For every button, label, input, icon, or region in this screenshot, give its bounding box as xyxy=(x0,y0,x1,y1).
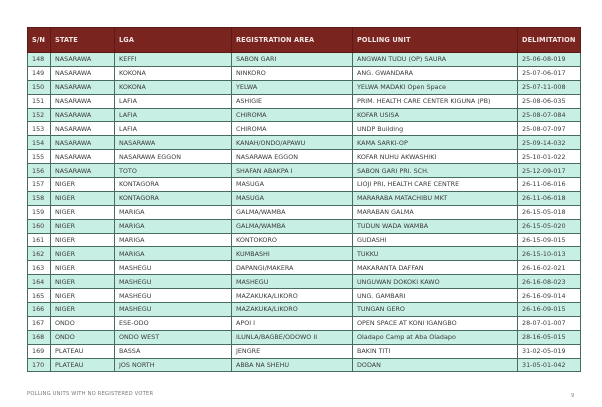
header-delimitation: DELIMITATION xyxy=(518,28,581,53)
cell-state: NASARAWA xyxy=(51,53,115,67)
header-polling-unit: POLLING UNIT xyxy=(353,28,518,53)
cell-state: PLATEAU xyxy=(51,344,115,358)
cell-lga: LAFIA xyxy=(115,94,232,108)
cell-lga: MARIGA xyxy=(115,205,232,219)
cell-registration-area: SABON GARI xyxy=(232,53,353,67)
cell-sn: 150 xyxy=(28,80,51,94)
cell-state: NASARAWA xyxy=(51,66,115,80)
cell-state: NIGER xyxy=(51,247,115,261)
cell-registration-area: CHIROMA xyxy=(232,108,353,122)
cell-lga: TOTO xyxy=(115,164,232,178)
cell-registration-area: ILUNLA/BAGBE/ODOWO II xyxy=(232,330,353,344)
cell-sn: 164 xyxy=(28,275,51,289)
cell-delimitation: 25-08-06-035 xyxy=(518,94,581,108)
cell-state: ONDO xyxy=(51,330,115,344)
cell-delimitation: 26-15-05-018 xyxy=(518,205,581,219)
table-row xyxy=(28,289,581,303)
table-row xyxy=(28,80,581,94)
cell-lga: LAFIA xyxy=(115,122,232,136)
cell-polling-unit: SABON GARI PRI. SCH. xyxy=(353,164,518,178)
cell-polling-unit: ANGWAN TUDU (OP) SAURA xyxy=(353,53,518,67)
table-row xyxy=(28,205,581,219)
cell-state: NIGER xyxy=(51,178,115,192)
cell-lga: BASSA xyxy=(115,344,232,358)
table-header-row xyxy=(28,28,581,53)
cell-registration-area: KANAH/ONDO/APAWU xyxy=(232,136,353,150)
cell-polling-unit: TUNGAN GERO xyxy=(353,303,518,317)
footer-caption: POLLING UNITS WITH NO REGISTERED VOTER xyxy=(27,391,154,397)
header-state: STATE xyxy=(51,28,115,53)
header-sn: S/N xyxy=(28,28,51,53)
cell-sn: 163 xyxy=(28,261,51,275)
cell-polling-unit: MARABAN GALMA xyxy=(353,205,518,219)
cell-delimitation: 31-02-05-019 xyxy=(518,344,581,358)
cell-sn: 166 xyxy=(28,303,51,317)
cell-state: NIGER xyxy=(51,275,115,289)
cell-registration-area: YELWA xyxy=(232,80,353,94)
cell-polling-unit: Oladapo Camp at Aba Oladapo xyxy=(353,330,518,344)
cell-sn: 148 xyxy=(28,53,51,67)
cell-registration-area: KONTOKORO xyxy=(232,233,353,247)
cell-state: NIGER xyxy=(51,289,115,303)
table-row xyxy=(28,247,581,261)
cell-delimitation: 26-16-09-015 xyxy=(518,303,581,317)
cell-registration-area: ASHIGIE xyxy=(232,94,353,108)
cell-lga: MARIGA xyxy=(115,233,232,247)
cell-state: NIGER xyxy=(51,205,115,219)
table-row xyxy=(28,303,581,317)
cell-lga: KEFFI xyxy=(115,53,232,67)
cell-delimitation: 25-12-09-017 xyxy=(518,164,581,178)
cell-delimitation: 31-05-01-042 xyxy=(518,358,581,372)
cell-polling-unit: GUDASHI xyxy=(353,233,518,247)
cell-registration-area: MASUGA xyxy=(232,178,353,192)
table-row xyxy=(28,275,581,289)
table-row xyxy=(28,219,581,233)
cell-registration-area: JENGRE xyxy=(232,344,353,358)
cell-sn: 165 xyxy=(28,289,51,303)
polling-units-table xyxy=(27,27,581,372)
cell-delimitation: 26-16-02-021 xyxy=(518,261,581,275)
cell-state: NASARAWA xyxy=(51,122,115,136)
cell-registration-area: ABBA NA SHEHU xyxy=(232,358,353,372)
header-registration-area: REGISTRATION AREA xyxy=(232,28,353,53)
cell-polling-unit: ANG. GWANDARA xyxy=(353,66,518,80)
cell-state: NIGER xyxy=(51,233,115,247)
table-row xyxy=(28,66,581,80)
cell-lga: MASHEGU xyxy=(115,289,232,303)
cell-registration-area: MASHEGU xyxy=(232,275,353,289)
cell-sn: 158 xyxy=(28,191,51,205)
cell-sn: 162 xyxy=(28,247,51,261)
cell-sn: 168 xyxy=(28,330,51,344)
cell-sn: 151 xyxy=(28,94,51,108)
cell-registration-area: SHAFAN ABAKPA I xyxy=(232,164,353,178)
cell-registration-area: GALMA/WAMBA xyxy=(232,205,353,219)
cell-state: NASARAWA xyxy=(51,164,115,178)
table-row xyxy=(28,150,581,164)
table-row xyxy=(28,108,581,122)
cell-polling-unit: PRIM. HEALTH CARE CENTER KIGUNA (PB) xyxy=(353,94,518,108)
cell-lga: MARIGA xyxy=(115,247,232,261)
table-row xyxy=(28,122,581,136)
cell-lga: ONDO WEST xyxy=(115,330,232,344)
cell-sn: 155 xyxy=(28,150,51,164)
table-row xyxy=(28,261,581,275)
cell-state: PLATEAU xyxy=(51,358,115,372)
cell-sn: 161 xyxy=(28,233,51,247)
cell-delimitation: 25-08-07-084 xyxy=(518,108,581,122)
table-row xyxy=(28,330,581,344)
table-body xyxy=(28,53,581,372)
table-row xyxy=(28,94,581,108)
cell-polling-unit: MAKARANTA DAFFAN xyxy=(353,261,518,275)
cell-sn: 160 xyxy=(28,219,51,233)
cell-registration-area: NINKORO xyxy=(232,66,353,80)
cell-state: NIGER xyxy=(51,191,115,205)
table-row xyxy=(28,191,581,205)
cell-delimitation: 28-07-01-007 xyxy=(518,316,581,330)
cell-state: NIGER xyxy=(51,261,115,275)
cell-registration-area: MAZAKUKA/LIKORO xyxy=(232,303,353,317)
cell-lga: MASHEGU xyxy=(115,275,232,289)
cell-polling-unit: YELWA MADAKI Open Space xyxy=(353,80,518,94)
cell-polling-unit: DODAN xyxy=(353,358,518,372)
cell-delimitation: 26-15-09-015 xyxy=(518,233,581,247)
cell-lga: NASARAWA xyxy=(115,136,232,150)
cell-lga: KOKONA xyxy=(115,80,232,94)
table-row xyxy=(28,358,581,372)
cell-registration-area: DAPANGI/MAKERA xyxy=(232,261,353,275)
cell-lga: KOKONA xyxy=(115,66,232,80)
cell-lga: MASHEGU xyxy=(115,261,232,275)
cell-polling-unit: KOFAR USISA xyxy=(353,108,518,122)
cell-registration-area: KUMBASHI xyxy=(232,247,353,261)
cell-registration-area: NASARAWA EGGON xyxy=(232,150,353,164)
cell-delimitation: 25-07-11-008 xyxy=(518,80,581,94)
cell-polling-unit: LIOJI PRI, HEALTH CARE CENTRE xyxy=(353,178,518,192)
page-number: 9 xyxy=(571,393,575,399)
cell-lga: JOS NORTH xyxy=(115,358,232,372)
cell-registration-area: GALMA/WAMBA xyxy=(232,219,353,233)
cell-lga: LAFIA xyxy=(115,108,232,122)
header-lga: LGA xyxy=(115,28,232,53)
cell-polling-unit: TUDUN WADA WAMBA xyxy=(353,219,518,233)
cell-delimitation: 25-09-14-032 xyxy=(518,136,581,150)
cell-sn: 154 xyxy=(28,136,51,150)
cell-polling-unit: OPEN SPACE AT KONI IGANGBO xyxy=(353,316,518,330)
cell-sn: 149 xyxy=(28,66,51,80)
cell-delimitation: 25-10-01-022 xyxy=(518,150,581,164)
cell-state: NASARAWA xyxy=(51,80,115,94)
cell-polling-unit: BAKIN TITI xyxy=(353,344,518,358)
cell-lga: ESE-ODO xyxy=(115,316,232,330)
cell-registration-area: MASUGA xyxy=(232,191,353,205)
cell-delimitation: 28-16-05-015 xyxy=(518,330,581,344)
cell-registration-area: APOI I xyxy=(232,316,353,330)
cell-polling-unit: UNG. GAMBARI xyxy=(353,289,518,303)
cell-polling-unit: KOFAR NUHU AKWASHIKI xyxy=(353,150,518,164)
cell-sn: 157 xyxy=(28,178,51,192)
cell-delimitation: 26-11-06-018 xyxy=(518,191,581,205)
cell-state: NASARAWA xyxy=(51,150,115,164)
table-row xyxy=(28,316,581,330)
cell-delimitation: 26-16-09-014 xyxy=(518,289,581,303)
cell-delimitation: 26-15-10-013 xyxy=(518,247,581,261)
cell-delimitation: 26-16-08-023 xyxy=(518,275,581,289)
polling-units-table-container xyxy=(27,27,580,372)
cell-state: NASARAWA xyxy=(51,94,115,108)
table-row xyxy=(28,164,581,178)
cell-delimitation: 26-15-05-020 xyxy=(518,219,581,233)
cell-registration-area: CHIROMA xyxy=(232,122,353,136)
cell-sn: 170 xyxy=(28,358,51,372)
cell-state: NIGER xyxy=(51,219,115,233)
cell-polling-unit: MARARABA MATACHIBU MKT xyxy=(353,191,518,205)
cell-delimitation: 25-08-07-097 xyxy=(518,122,581,136)
cell-sn: 167 xyxy=(28,316,51,330)
cell-lga: MASHEGU xyxy=(115,303,232,317)
cell-polling-unit: KAMA SARKI-OP xyxy=(353,136,518,150)
cell-sn: 159 xyxy=(28,205,51,219)
cell-sn: 153 xyxy=(28,122,51,136)
cell-sn: 156 xyxy=(28,164,51,178)
cell-polling-unit: UNDP Building xyxy=(353,122,518,136)
cell-state: NASARAWA xyxy=(51,136,115,150)
cell-registration-area: MAZAKUKA/LIKORO xyxy=(232,289,353,303)
table-row xyxy=(28,136,581,150)
table-row xyxy=(28,344,581,358)
cell-polling-unit: UNGUWAN DOKOKI KAWO xyxy=(353,275,518,289)
cell-delimitation: 25-06-08-019 xyxy=(518,53,581,67)
cell-lga: MARIGA xyxy=(115,219,232,233)
cell-polling-unit: TUKKU xyxy=(353,247,518,261)
cell-delimitation: 26-11-06-016 xyxy=(518,178,581,192)
table-row xyxy=(28,233,581,247)
cell-delimitation: 25-07-06-017 xyxy=(518,66,581,80)
cell-lga: KONTAGORA xyxy=(115,191,232,205)
cell-lga: NASARAWA EGGON xyxy=(115,150,232,164)
cell-sn: 169 xyxy=(28,344,51,358)
cell-lga: KONTAGORA xyxy=(115,178,232,192)
cell-state: NIGER xyxy=(51,303,115,317)
cell-sn: 152 xyxy=(28,108,51,122)
table-row xyxy=(28,53,581,67)
table-row xyxy=(28,178,581,192)
cell-state: ONDO xyxy=(51,316,115,330)
cell-state: NASARAWA xyxy=(51,108,115,122)
